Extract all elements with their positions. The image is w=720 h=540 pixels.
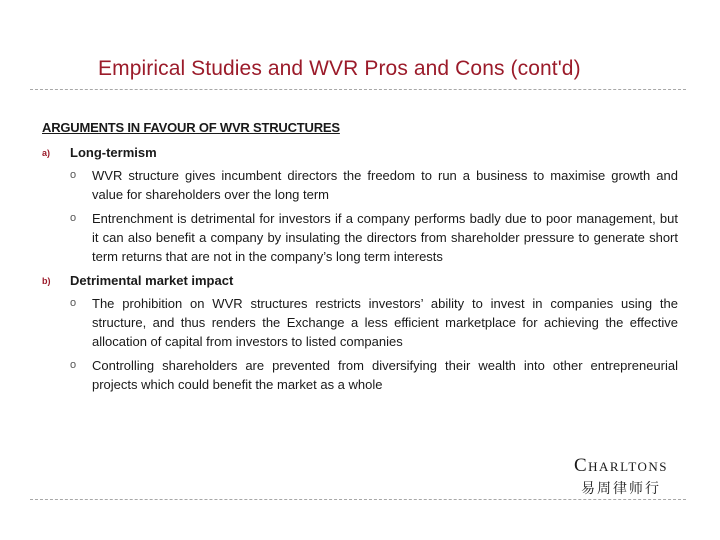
slide-title: Empirical Studies and WVR Pros and Cons (cont'd) — [98, 57, 581, 80]
bullet-marker: o — [70, 297, 77, 309]
section-title-text: Detrimental market impact — [70, 273, 234, 288]
bullet-text: The prohibition on WVR structures restricts investors’ ability to invest in companies using the structure, and thus renders the Exchange a less efficient marketplace for achieving the effective allocation of capital from investors to listed companies — [92, 296, 678, 349]
section-market-impact — [42, 271, 682, 394]
bullet-text: Controlling shareholders are prevented from diversifying their wealth into other entrepreneurial projects which could benefit the market as a whole — [92, 358, 678, 392]
charltons-logo — [560, 455, 682, 498]
bullet-text: WVR structure gives incumbent directors the freedom to run a business to maximise growth and value for shareholders over the long term — [92, 168, 678, 202]
logo-chinese-name: 易周律师行 — [581, 481, 661, 497]
title-divider — [30, 89, 686, 90]
section-long-termism — [42, 143, 682, 266]
bullet-list — [42, 294, 682, 394]
section-heading: ARGUMENTS IN FAVOUR OF WVR STRUCTURES — [42, 120, 340, 135]
section-title-text: Long-termism — [70, 145, 157, 160]
section-marker: b) — [42, 276, 51, 286]
bullet-marker: o — [70, 359, 77, 371]
bullet-marker: o — [70, 212, 77, 224]
footer-divider — [30, 499, 686, 500]
slide-content — [42, 118, 682, 399]
list-item — [42, 209, 678, 266]
logo-name: Charltons — [573, 455, 669, 476]
bullet-list — [42, 166, 682, 266]
section-marker: a) — [42, 148, 51, 158]
section-title — [42, 271, 682, 290]
list-item — [42, 166, 678, 204]
section-title — [42, 143, 682, 162]
bullet-text: Entrenchment is detrimental for investors if a company performs badly due to poor management, but it can also benefit a company by insulating the directors from shareholder pressure to generate short term returns that are not in the company’s long term interests — [92, 211, 678, 264]
list-item — [42, 356, 678, 394]
list-item — [42, 294, 678, 351]
bullet-marker: o — [70, 169, 77, 181]
